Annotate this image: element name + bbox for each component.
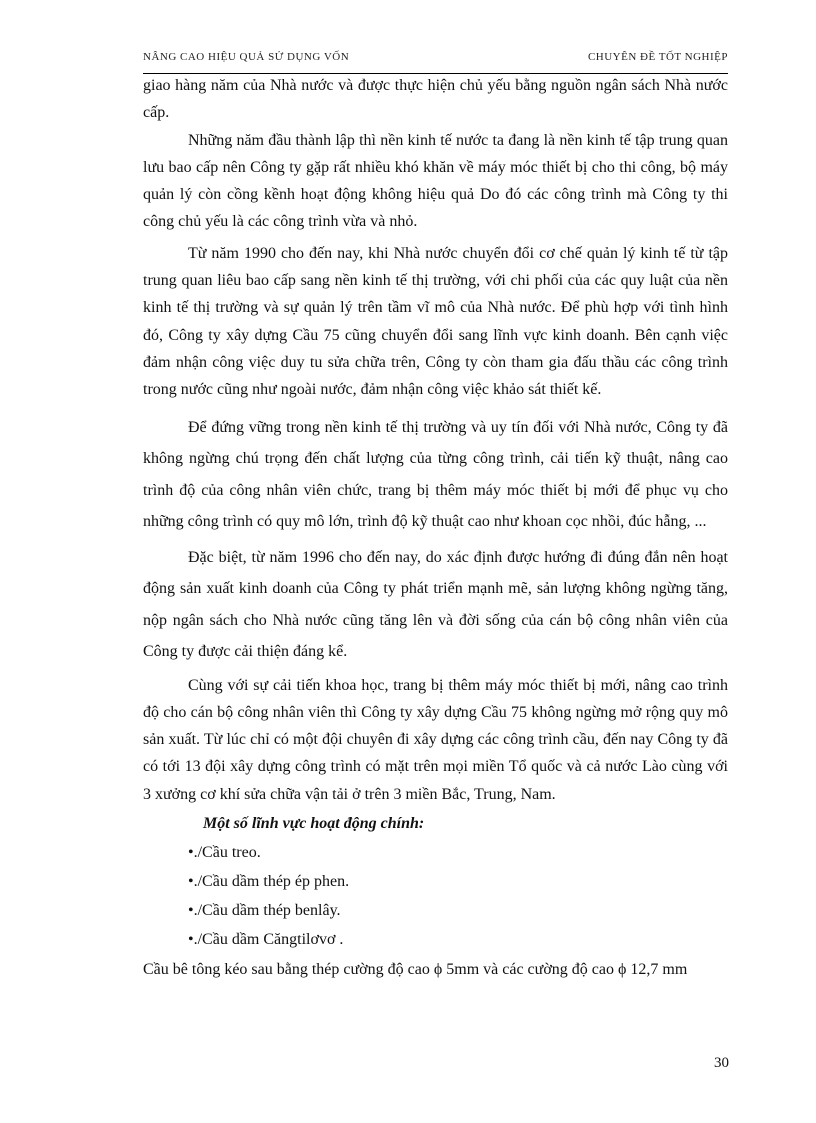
paragraph-since-1996: Đặc biệt, từ năm 1996 cho đến nay, do xác định được hướng đi đúng đắn nên hoạt động sản xuất kinh doanh của Công ty phát triển mạnh mẽ, sản lượng không ngừng tăng, nộp ngân sách cho Nhà nước cũng tăng lên và đời sống của cán bộ công nhân viên của Công ty được cải thiện đáng kể.: [143, 548, 728, 661]
paragraph-market-position: Để đứng vững trong nền kinh tế thị trường và uy tín đối với Nhà nước, Công ty đã không ngừng chú trọng đến chất lượng của từng công trình, cải tiến kỹ thuật, nâng cao trình độ của công nhân viên chức, trang bị thêm máy móc thiết bị mới để phục vụ cho những công trình có quy mô lớn, trình độ kỹ thuật cao như khoan cọc nhồi, đúc hẫng, ...: [143, 418, 728, 531]
paragraph-since-1990: Từ năm 1990 cho đến nay, khi Nhà nước chuyển đổi cơ chế quản lý kinh tế từ tập trung quan liêu bao cấp sang nền kinh tế thị trường, với chi phối của các quy luật của nền kinh tế thị trường và sự quản lý trên tầm vĩ mô của Nhà nước. Để phù hợp với tình hình đó, Công ty xây dựng Cầu 75 cũng chuyển đổi sang lĩnh vực kinh doanh. Bên cạnh việc đảm nhận công việc duy tu sửa chữa trên, Công ty còn tham gia đấu thầu các công trình trong nước cũng như ngoài nước, đảm nhận công việc khảo sát thiết kế.: [143, 244, 728, 399]
bullet-item: •./Cầu dầm thép ép phen.: [188, 873, 350, 891]
paragraph-expansion: Cùng với sự cải tiến khoa học, trang bị thêm máy móc thiết bị mới, nâng cao trình độ cho cán bộ công nhân viên thì Công ty xây dựng Cầu 75 không ngừng mở rộng quy mô sản xuất. Từ lúc chỉ có một đội chuyên đi xây dựng các công trình cầu, đến nay Công ty đã có tới 13 đội xây dựng công trình có mặt trên mọi miền Tổ quốc và cả nước Lào cùng với 3 xưởng cơ khí sửa chữa vận tải ở trên 3 miền Bắc, Trung, Nam.: [143, 676, 728, 803]
section-heading: Một số lĩnh vực hoạt động chính:: [203, 815, 425, 833]
paragraph-continuation: giao hàng năm của Nhà nước và được thực hiện chủ yếu bằng nguồn ngân sách Nhà nước cấp.: [143, 77, 728, 122]
header-document-title: NÂNG CAO HIỆU QUẢ SỬ DỤNG VỐN: [143, 51, 350, 63]
header-document-type: CHUYÊN ĐỀ TỐT NGHIỆP: [587, 51, 728, 63]
paragraph-final-line: Cầu bê tông kéo sau bằng thép cường độ cao ϕ 5mm và các cường độ cao ϕ 12,7 mm: [143, 961, 688, 979]
paragraph-early-years: Những năm đầu thành lập thì nền kinh tế nước ta đang là nền kinh tế tập trung quan lưu bao cấp nên Công ty gặp rất nhiều khó khăn về máy móc thiết bị cho thi công, bộ máy quản lý còn cồng kềnh hoạt động không hiệu quả Do đó các công trình mà Công ty thi công chủ yếu là các công trình vừa và nhỏ.: [143, 131, 728, 231]
page-number: 30: [714, 1055, 729, 1071]
bullet-item: •./Cầu dầm Căngtilơvơ .: [188, 931, 344, 949]
body-text: [143, 72, 728, 983]
page-header: [143, 47, 728, 74]
bullet-item: •./Cầu treo.: [188, 844, 261, 862]
bullet-item: •./Cầu dầm thép benlây.: [188, 902, 341, 920]
